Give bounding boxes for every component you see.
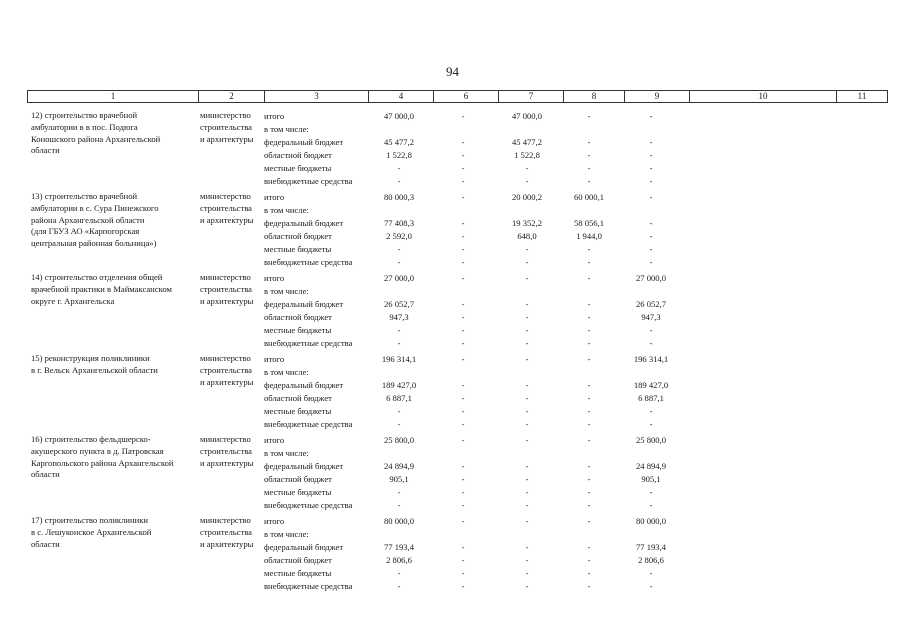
amount-cell: -	[461, 312, 465, 322]
funding-source: в том числе:	[264, 367, 309, 377]
executor-line: строительства	[200, 526, 252, 537]
description-line: 14) строительство отделения общей	[31, 272, 163, 282]
amount-cell: -	[525, 542, 529, 552]
amount-cell: -	[649, 163, 653, 173]
executor-line: министерство	[200, 110, 251, 120]
amount-cell: -	[649, 568, 653, 578]
funding-row	[27, 447, 882, 460]
funding-row	[27, 230, 882, 243]
funding-row	[27, 337, 882, 350]
funding-row	[27, 567, 882, 580]
executor-line: строительства	[200, 202, 252, 213]
amount-cell: -	[587, 163, 591, 173]
amount-cell: 196 314,1	[633, 354, 669, 364]
funding-row	[27, 499, 882, 512]
amount-cell: -	[397, 325, 401, 335]
amount-cell: -	[649, 218, 653, 228]
amount-cell: -	[461, 568, 465, 578]
funding-source: местные бюджеты	[264, 244, 332, 254]
funding-row	[27, 272, 882, 285]
funding-source: федеральный бюджет	[264, 380, 344, 390]
amount-cell: -	[649, 419, 653, 429]
funding-source: в том числе:	[264, 529, 309, 539]
amount-cell: -	[587, 176, 591, 186]
amount-cell: 24 894,9	[383, 461, 415, 471]
executor-line: строительства	[200, 121, 252, 132]
funding-row	[27, 175, 882, 188]
amount-cell: -	[397, 163, 401, 173]
executor-line: министерство	[200, 272, 251, 282]
funding-row	[27, 162, 882, 175]
amount-cell: -	[461, 192, 465, 202]
amount-cell: -	[461, 257, 465, 267]
header-cell: 7	[499, 91, 564, 103]
funding-source: в том числе:	[264, 448, 309, 458]
amount-cell: 947,3	[389, 312, 409, 322]
amount-cell: -	[587, 555, 591, 565]
amount-cell: 2 592,0	[386, 231, 412, 241]
column-header-row	[27, 90, 888, 103]
amount-cell: -	[587, 474, 591, 484]
amount-cell: -	[397, 419, 401, 429]
amount-cell: 2 806,6	[638, 555, 664, 565]
amount-cell: 45 477,2	[383, 137, 415, 147]
amount-cell: -	[461, 474, 465, 484]
amount-cell: 905,1	[389, 474, 409, 484]
amount-cell: -	[461, 393, 465, 403]
header-cell: 3	[265, 91, 369, 103]
amount-cell: 77 193,4	[635, 542, 667, 552]
amount-cell: 27 000,0	[635, 273, 667, 283]
amount-cell: -	[525, 500, 529, 510]
funding-source: в том числе:	[264, 286, 309, 296]
amount-cell: 58 056,1	[573, 218, 605, 228]
funding-row	[27, 434, 882, 447]
funding-source: в том числе:	[264, 124, 309, 134]
executor-line: и архитектуры	[200, 214, 254, 225]
amount-cell: -	[461, 487, 465, 497]
amount-cell: -	[461, 244, 465, 254]
description-line: центральная районная больница»)	[31, 238, 157, 249]
amount-cell: 80 000,0	[383, 516, 415, 526]
amount-cell: 27 000,0	[383, 273, 415, 283]
amount-cell: 47 000,0	[511, 111, 543, 121]
amount-cell: -	[461, 231, 465, 241]
amount-cell: 189 427,0	[633, 380, 669, 390]
amount-cell: -	[525, 555, 529, 565]
amount-cell: 20 000,2	[511, 192, 543, 202]
amount-cell: -	[461, 542, 465, 552]
amount-cell: -	[461, 406, 465, 416]
amount-cell: -	[587, 354, 591, 364]
funding-row	[27, 133, 882, 149]
amount-cell: 25 800,0	[635, 435, 667, 445]
amount-cell: 947,3	[641, 312, 661, 322]
executor-line: и архитектуры	[200, 295, 254, 306]
amount-cell: -	[587, 435, 591, 445]
amount-cell: 80 000,0	[635, 516, 667, 526]
amount-cell: -	[649, 257, 653, 267]
amount-cell: 1 522,8	[386, 150, 412, 160]
amount-cell: -	[649, 176, 653, 186]
amount-cell: -	[461, 354, 465, 364]
amount-cell: -	[461, 111, 465, 121]
executor-line: и архитектуры	[200, 133, 254, 144]
funding-source: внебюджетные средства	[264, 500, 353, 510]
funding-row	[27, 311, 882, 324]
funding-source: областной бюджет	[264, 555, 332, 565]
header-cell: 9	[625, 91, 690, 103]
amount-cell: -	[397, 487, 401, 497]
funding-row	[27, 405, 882, 418]
amount-cell: 77 193,4	[383, 542, 415, 552]
description-line: района Архангельской области	[31, 214, 145, 225]
amount-cell: -	[649, 581, 653, 591]
amount-cell: -	[587, 516, 591, 526]
amount-cell: 77 408,3	[383, 218, 415, 228]
funding-source: итого	[264, 273, 285, 283]
amount-cell: -	[649, 406, 653, 416]
funding-row	[27, 149, 882, 162]
funding-row	[27, 376, 882, 392]
amount-cell: -	[587, 150, 591, 160]
funding-row	[27, 538, 882, 554]
amount-cell: -	[461, 325, 465, 335]
funding-row	[27, 353, 882, 366]
amount-cell: -	[461, 176, 465, 186]
amount-cell: -	[525, 393, 529, 403]
funding-source: итого	[264, 354, 285, 364]
funding-source: местные бюджеты	[264, 487, 332, 497]
amount-cell: -	[461, 380, 465, 390]
funding-source: областной бюджет	[264, 393, 332, 403]
header-cell: 10	[690, 91, 837, 103]
description-line: округе г. Архангельска	[31, 295, 115, 306]
funding-source: областной бюджет	[264, 150, 332, 160]
funding-row	[27, 324, 882, 337]
amount-cell: 2 806,6	[386, 555, 412, 565]
amount-cell: -	[587, 257, 591, 267]
amount-cell: -	[461, 150, 465, 160]
executor-line: и архитектуры	[200, 376, 254, 387]
amount-cell: -	[587, 500, 591, 510]
amount-cell: -	[461, 461, 465, 471]
funding-source: областной бюджет	[264, 474, 332, 484]
funding-row	[27, 554, 882, 567]
page-number: 94	[446, 64, 459, 79]
funding-source: итого	[264, 516, 285, 526]
amount-cell: -	[461, 516, 465, 526]
funding-row	[27, 457, 882, 473]
description-line: 15) реконструкция поликлиники	[31, 353, 150, 363]
funding-source: федеральный бюджет	[264, 218, 344, 228]
funding-row	[27, 295, 882, 311]
amount-cell: 6 887,1	[386, 393, 412, 403]
description-line: Коношского района Архангельской	[31, 133, 161, 144]
amount-cell: -	[649, 137, 653, 147]
amount-cell: -	[587, 244, 591, 254]
amount-cell: -	[649, 487, 653, 497]
description-line: области	[31, 469, 60, 480]
amount-cell: -	[397, 568, 401, 578]
description-line: области	[31, 538, 60, 549]
funding-source: внебюджетные средства	[264, 257, 353, 267]
executor-line: министерство	[200, 353, 251, 363]
amount-cell: -	[587, 581, 591, 591]
funding-row	[27, 243, 882, 256]
amount-cell: -	[649, 111, 653, 121]
description-line: области	[31, 145, 60, 156]
amount-cell: -	[587, 299, 591, 309]
funding-source: федеральный бюджет	[264, 461, 344, 471]
description-line: врачебной практики в Маймаксанском	[31, 283, 172, 294]
description-line: (для ГБУЗ АО «Карпогорская	[31, 226, 140, 237]
funding-source: внебюджетные средства	[264, 419, 353, 429]
amount-cell: -	[397, 338, 401, 348]
amount-cell: -	[649, 325, 653, 335]
amount-cell: -	[525, 419, 529, 429]
funding-source: местные бюджеты	[264, 325, 332, 335]
funding-source: федеральный бюджет	[264, 542, 344, 552]
funding-source: федеральный бюджет	[264, 299, 344, 309]
amount-cell: -	[525, 461, 529, 471]
executor-line: строительства	[200, 445, 252, 456]
amount-cell: 905,1	[641, 474, 661, 484]
amount-cell: -	[587, 419, 591, 429]
amount-cell: -	[461, 419, 465, 429]
amount-cell: -	[525, 516, 529, 526]
amount-cell: 24 894,9	[635, 461, 667, 471]
description-line: Каргопольского района Архангельской	[31, 457, 174, 468]
funding-row	[27, 418, 882, 431]
description-line: в г. Вельск Архангельской области	[31, 364, 158, 375]
funding-row	[27, 486, 882, 499]
amount-cell: 47 000,0	[383, 111, 415, 121]
funding-row	[27, 392, 882, 405]
funding-row	[27, 110, 882, 123]
executor-line: строительства	[200, 283, 252, 294]
amount-cell: -	[649, 192, 653, 202]
funding-source: областной бюджет	[264, 231, 332, 241]
header-cell: 4	[369, 91, 434, 103]
funding-row	[27, 473, 882, 486]
amount-cell: 19 352,2	[511, 218, 543, 228]
funding-source: внебюджетные средства	[264, 338, 353, 348]
amount-cell: -	[525, 325, 529, 335]
amount-cell: -	[525, 380, 529, 390]
amount-cell: -	[461, 137, 465, 147]
funding-row	[27, 285, 882, 298]
funding-source: местные бюджеты	[264, 568, 332, 578]
amount-cell: -	[397, 257, 401, 267]
funding-source: местные бюджеты	[264, 406, 332, 416]
executor-line: министерство	[200, 191, 251, 201]
amount-cell: -	[397, 244, 401, 254]
amount-cell: -	[461, 163, 465, 173]
description-line: 13) строительство врачебной	[31, 191, 138, 201]
amount-cell: -	[525, 581, 529, 591]
amount-cell: -	[461, 500, 465, 510]
amount-cell: -	[587, 568, 591, 578]
amount-cell: 26 052,7	[635, 299, 667, 309]
description-line: 16) строительство фельдшерско-	[31, 434, 151, 444]
amount-cell: -	[525, 299, 529, 309]
amount-cell: 1 522,8	[514, 150, 540, 160]
amount-cell: 80 000,3	[383, 192, 415, 202]
amount-cell: 45 477,2	[511, 137, 543, 147]
description-line: амбулатории в с. Сура Пинежского	[31, 202, 159, 213]
executor-line: и архитектуры	[200, 457, 254, 468]
amount-cell: -	[461, 581, 465, 591]
amount-cell: -	[587, 406, 591, 416]
amount-cell: -	[525, 257, 529, 267]
amount-cell: 6 887,1	[638, 393, 664, 403]
amount-cell: -	[649, 244, 653, 254]
funding-source: итого	[264, 192, 285, 202]
amount-cell: -	[587, 137, 591, 147]
amount-cell: 26 052,7	[383, 299, 415, 309]
amount-cell: -	[397, 176, 401, 186]
description-line: в с. Лешуконское Архангельской	[31, 526, 152, 537]
funding-source: местные бюджеты	[264, 163, 332, 173]
amount-cell: -	[525, 474, 529, 484]
amount-cell: -	[649, 500, 653, 510]
amount-cell: -	[587, 461, 591, 471]
amount-cell: -	[525, 273, 529, 283]
amount-cell: -	[525, 176, 529, 186]
amount-cell: 189 427,0	[381, 380, 417, 390]
header-cell: 2	[199, 91, 265, 103]
amount-cell: -	[461, 299, 465, 309]
amount-cell: -	[525, 338, 529, 348]
executor-line: и архитектуры	[200, 538, 254, 549]
amount-cell: -	[649, 150, 653, 160]
amount-cell: -	[525, 312, 529, 322]
amount-cell: -	[587, 312, 591, 322]
description-line: 12) строительство врачебной	[31, 110, 138, 120]
amount-cell: -	[461, 435, 465, 445]
funding-row	[27, 123, 882, 136]
amount-cell: 648,0	[517, 231, 537, 241]
funding-row	[27, 191, 882, 204]
funding-row	[27, 515, 882, 528]
amount-cell: -	[587, 111, 591, 121]
description-line: 17) строительство поликлиники	[31, 515, 148, 525]
header-cell: 6	[434, 91, 499, 103]
description-line: амбулатории в в пос. Подюга	[31, 121, 138, 132]
description-line: акушерского пункта в д. Патровская	[31, 445, 164, 456]
amount-cell: -	[587, 273, 591, 283]
amount-cell: -	[587, 542, 591, 552]
amount-cell: -	[461, 555, 465, 565]
header-cell: 1	[28, 91, 199, 103]
amount-cell: -	[649, 231, 653, 241]
amount-cell: -	[587, 325, 591, 335]
executor-line: министерство	[200, 515, 251, 525]
amount-cell: 196 314,1	[381, 354, 417, 364]
amount-cell: -	[649, 338, 653, 348]
amount-cell: 60 000,1	[573, 192, 605, 202]
amount-cell: -	[525, 406, 529, 416]
funding-row	[27, 580, 882, 593]
funding-row	[27, 528, 882, 541]
amount-cell: -	[525, 163, 529, 173]
funding-source: областной бюджет	[264, 312, 332, 322]
amount-cell: -	[461, 338, 465, 348]
funding-source: итого	[264, 111, 285, 121]
amount-cell: -	[587, 487, 591, 497]
amount-cell: -	[587, 338, 591, 348]
amount-cell: -	[461, 273, 465, 283]
funding-row	[27, 256, 882, 269]
amount-cell: -	[525, 487, 529, 497]
amount-cell: -	[525, 354, 529, 364]
funding-source: федеральный бюджет	[264, 137, 344, 147]
amount-cell: -	[587, 393, 591, 403]
funding-source: в том числе:	[264, 205, 309, 215]
funding-source: внебюджетные средства	[264, 581, 353, 591]
funding-row	[27, 214, 882, 230]
amount-cell: -	[525, 244, 529, 254]
amount-cell: 25 800,0	[383, 435, 415, 445]
amount-cell: 1 944,0	[576, 231, 602, 241]
executor-line: министерство	[200, 434, 251, 444]
header-cell: 8	[564, 91, 625, 103]
amount-cell: -	[525, 568, 529, 578]
amount-cell: -	[525, 435, 529, 445]
funding-source: итого	[264, 435, 285, 445]
amount-cell: -	[461, 218, 465, 228]
funding-row	[27, 204, 882, 217]
header-cell: 11	[837, 91, 888, 103]
amount-cell: -	[587, 380, 591, 390]
executor-line: строительства	[200, 364, 252, 375]
funding-source: внебюджетные средства	[264, 176, 353, 186]
amount-cell: -	[397, 406, 401, 416]
amount-cell: -	[397, 500, 401, 510]
amount-cell: -	[397, 581, 401, 591]
funding-row	[27, 366, 882, 379]
